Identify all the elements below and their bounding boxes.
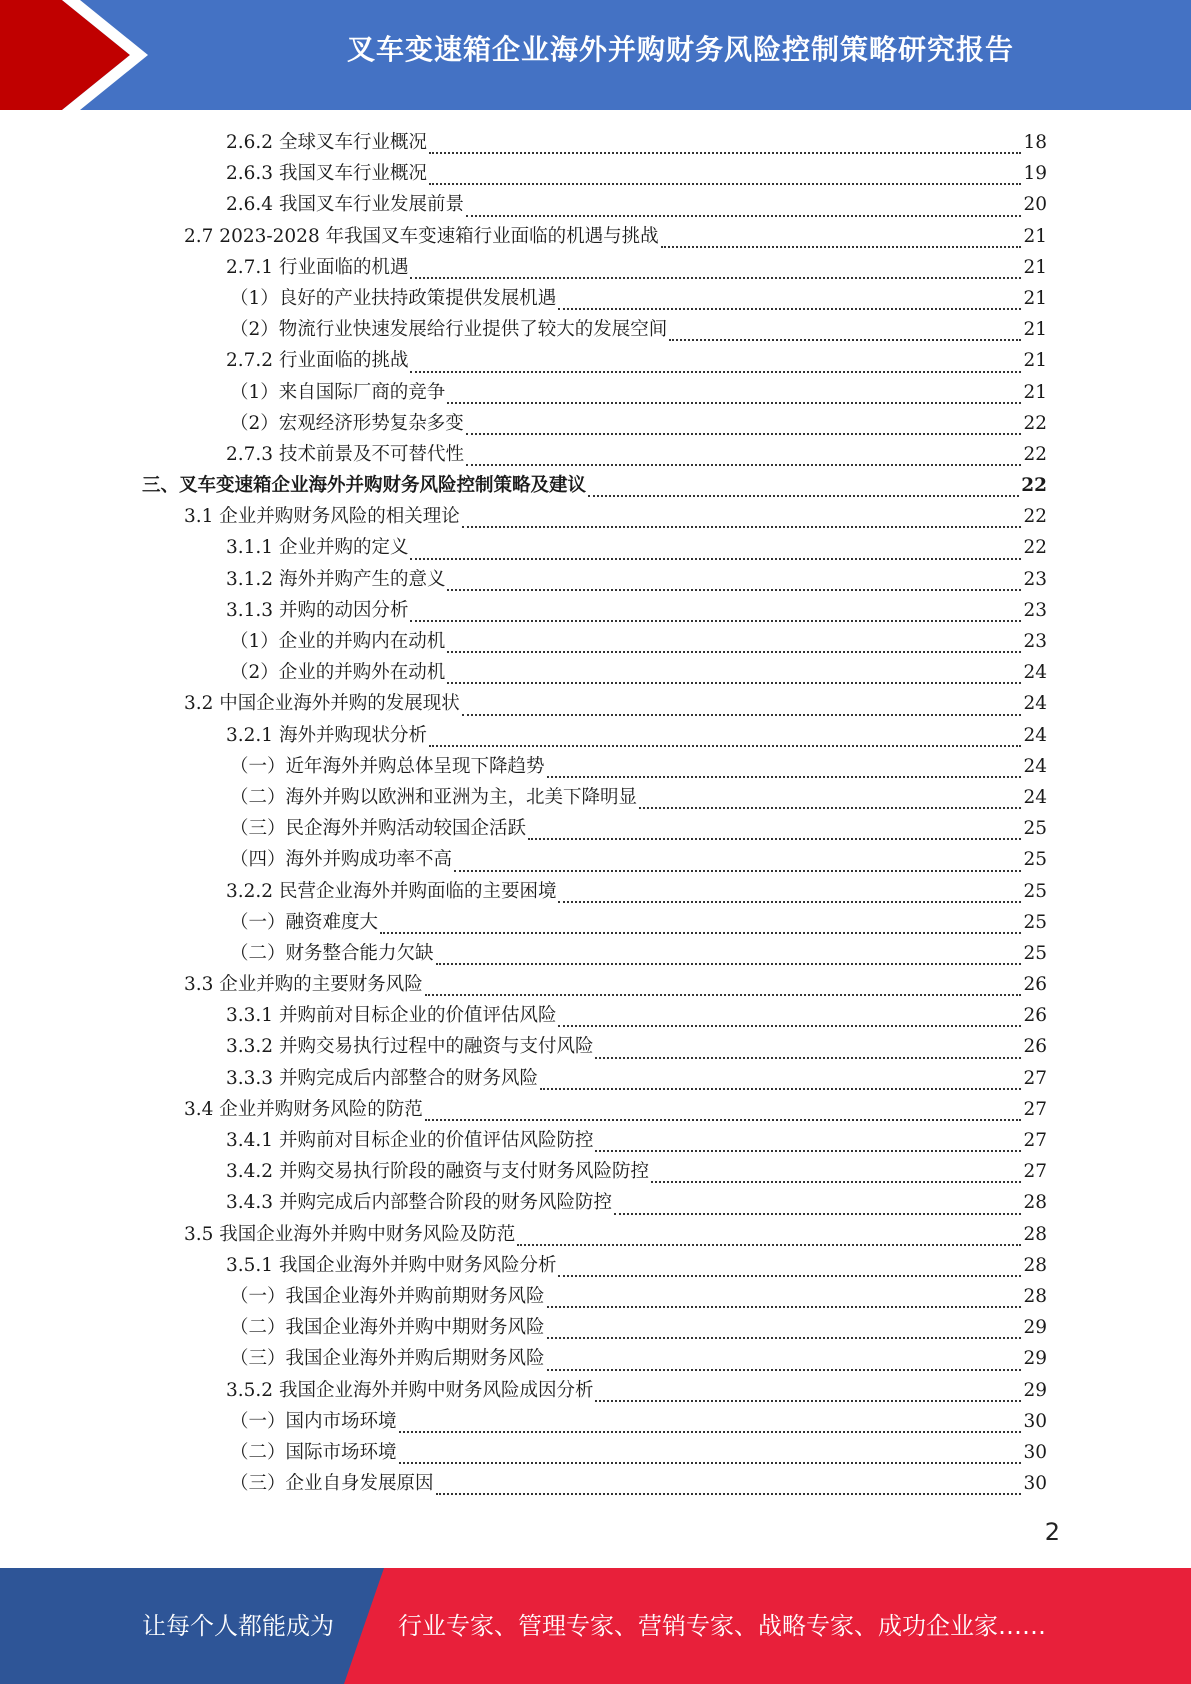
toc-leader-dots [466, 215, 1021, 217]
toc-entry-page: 22 [1023, 537, 1047, 559]
toc-entry[interactable] [0, 345, 1191, 376]
toc-leader-dots [425, 1119, 1022, 1121]
toc-leader-dots [447, 682, 1021, 684]
toc-entry-label: 2.7.1 行业面临的机遇 [226, 256, 409, 278]
toc-leader-dots [425, 994, 1022, 996]
toc-entry-page: 26 [1023, 1005, 1047, 1027]
toc-leader-dots [651, 1181, 1021, 1183]
toc-leader-dots [429, 745, 1021, 747]
toc-entry[interactable] [0, 377, 1191, 408]
toc-entry[interactable] [0, 1187, 1191, 1218]
toc-entry-label: 3.2.1 海外并购现状分析 [226, 724, 427, 746]
toc-entry-label: 2.6.3 我国叉车行业概况 [226, 163, 427, 185]
toc-entry-page: 29 [1023, 1379, 1047, 1401]
toc-leader-dots [436, 1493, 1022, 1495]
toc-entry[interactable] [0, 1219, 1191, 1250]
toc-entry-page: 19 [1023, 163, 1047, 185]
toc-entry-label: 3.3.1 并购前对目标企业的价值评估风险 [226, 1005, 557, 1027]
toc-leader-dots [447, 402, 1021, 404]
toc-entry[interactable] [0, 1281, 1191, 1312]
toc-entry-label: （三）我国企业海外并购后期财务风险 [230, 1348, 545, 1370]
toc-entry-label: （三）企业自身发展原因 [230, 1473, 434, 1495]
toc-entry-page: 30 [1023, 1473, 1047, 1495]
page-number: 2 [1044, 1518, 1060, 1546]
toc-entry[interactable] [0, 751, 1191, 782]
toc-leader-dots [410, 371, 1021, 373]
toc-leader-dots [558, 308, 1021, 310]
toc-entry-page: 23 [1023, 568, 1047, 590]
toc-entry-label: （二）财务整合能力欠缺 [230, 942, 434, 964]
toc-entry-page: 21 [1023, 381, 1047, 403]
toc-entry[interactable] [0, 221, 1191, 252]
toc-leader-dots [410, 558, 1021, 560]
toc-entry[interactable] [0, 564, 1191, 595]
table-of-contents [0, 127, 1191, 1499]
toc-entry[interactable] [0, 127, 1191, 158]
toc-entry-page: 21 [1023, 225, 1047, 247]
toc-entry[interactable] [0, 657, 1191, 688]
toc-leader-dots [547, 1369, 1022, 1371]
report-title: 叉车变速箱企业海外并购财务风险控制策略研究报告 [346, 33, 1014, 66]
toc-entry[interactable] [0, 1406, 1191, 1437]
toc-entry[interactable] [0, 501, 1191, 532]
toc-leader-dots [380, 932, 1021, 934]
toc-leader-dots [558, 1275, 1021, 1277]
toc-entry-page: 21 [1023, 319, 1047, 341]
toc-entry-page: 27 [1023, 1067, 1047, 1089]
footer-slogan-left: 让每个人都能成为 [142, 1612, 334, 1640]
toc-leader-dots [528, 838, 1021, 840]
toc-entry-page: 25 [1023, 942, 1047, 964]
toc-entry-page: 20 [1023, 194, 1047, 216]
toc-leader-dots [429, 183, 1021, 185]
toc-entry-label: 3.2.2 民营企业海外并购面临的主要困境 [226, 880, 557, 902]
toc-entry[interactable] [0, 189, 1191, 220]
toc-leader-dots [547, 1337, 1022, 1339]
toc-entry-page: 28 [1023, 1223, 1047, 1245]
toc-entry[interactable] [0, 1250, 1191, 1281]
toc-entry-label: 3.3.3 并购完成后内部整合的财务风险 [226, 1067, 538, 1089]
toc-entry-page: 27 [1023, 1098, 1047, 1120]
toc-entry[interactable] [0, 470, 1191, 501]
toc-entry-label: （2）企业的并购外在动机 [230, 662, 446, 684]
toc-entry-label: （2）物流行业快速发展给行业提供了较大的发展空间 [230, 319, 668, 341]
toc-entry-label: 3.1.3 并购的动因分析 [226, 599, 409, 621]
toc-leader-dots [429, 152, 1021, 154]
toc-entry[interactable] [0, 1468, 1191, 1499]
toc-entry-label: 3.5 我国企业海外并购中财务风险及防范 [184, 1223, 516, 1245]
toc-entry-label: （二）海外并购以欧洲和亚洲为主，北美下降明显 [230, 786, 638, 808]
toc-entry-label: （一）融资难度大 [230, 911, 379, 933]
toc-leader-dots [466, 464, 1021, 466]
toc-entry[interactable] [0, 1312, 1191, 1343]
toc-entry-page: 24 [1023, 693, 1047, 715]
toc-entry-page: 25 [1023, 849, 1047, 871]
toc-entry[interactable] [0, 314, 1191, 345]
toc-leader-dots [462, 526, 1022, 528]
toc-leader-dots [661, 246, 1022, 248]
toc-entry[interactable] [0, 876, 1191, 907]
toc-entry-label: 3.3 企业并购的主要财务风险 [184, 974, 423, 996]
toc-entry-page: 21 [1023, 256, 1047, 278]
toc-entry[interactable] [0, 969, 1191, 1000]
toc-entry-page: 22 [1021, 475, 1047, 497]
toc-entry-page: 28 [1023, 1254, 1047, 1276]
toc-entry[interactable] [0, 782, 1191, 813]
toc-entry-page: 24 [1023, 662, 1047, 684]
toc-leader-dots [410, 277, 1021, 279]
toc-entry-label: 3.5.2 我国企业海外并购中财务风险成因分析 [226, 1379, 594, 1401]
toc-entry[interactable] [0, 1343, 1191, 1374]
toc-entry-label: 三、叉车变速箱企业海外并购财务风险控制策略及建议 [142, 475, 587, 497]
toc-entry-page: 21 [1023, 287, 1047, 309]
toc-entry-label: （2）宏观经济形势复杂多变 [230, 412, 464, 434]
toc-entry[interactable] [0, 626, 1191, 657]
toc-entry-page: 24 [1023, 786, 1047, 808]
toc-entry-page: 22 [1023, 506, 1047, 528]
toc-leader-dots [410, 620, 1021, 622]
toc-entry-page: 26 [1023, 974, 1047, 996]
toc-entry-label: （1）来自国际厂商的竞争 [230, 381, 446, 403]
toc-leader-dots [558, 901, 1021, 903]
toc-entry-page: 24 [1023, 724, 1047, 746]
toc-leader-dots [588, 495, 1019, 497]
toc-entry-page: 27 [1023, 1130, 1047, 1151]
toc-entry[interactable] [0, 688, 1191, 719]
toc-entry-label: 2.7.2 行业面临的挑战 [226, 350, 409, 372]
toc-entry-label: 3.5.1 我国企业海外并购中财务风险分析 [226, 1254, 557, 1276]
toc-entry-page: 25 [1023, 818, 1047, 840]
toc-entry-label: 3.3.2 并购交易执行过程中的融资与支付风险 [226, 1036, 594, 1058]
toc-entry[interactable] [0, 532, 1191, 563]
toc-entry[interactable] [0, 844, 1191, 875]
toc-entry-page: 28 [1023, 1285, 1047, 1307]
toc-entry-label: （四）海外并购成功率不高 [230, 849, 453, 871]
toc-entry-label: 2.6.4 我国叉车行业发展前景 [226, 194, 464, 216]
toc-entry-label: （一）我国企业海外并购前期财务风险 [230, 1285, 545, 1307]
toc-leader-dots [517, 1244, 1021, 1246]
toc-leader-dots [669, 339, 1021, 341]
toc-entry-label: 3.4.3 并购完成后内部整合阶段的财务风险防控 [226, 1192, 612, 1214]
toc-entry-label: （一）国内市场环境 [230, 1410, 397, 1432]
toc-entry-page: 25 [1023, 880, 1047, 902]
toc-entry-label: （二）我国企业海外并购中期财务风险 [230, 1317, 545, 1339]
toc-leader-dots [595, 1057, 1021, 1059]
toc-entry-label: 2.7.3 技术前景及不可替代性 [226, 443, 464, 465]
toc-leader-dots [454, 870, 1021, 872]
toc-entry[interactable] [0, 938, 1191, 969]
toc-leader-dots [614, 1213, 1021, 1215]
toc-entry-page: 24 [1023, 755, 1047, 777]
toc-leader-dots [540, 1088, 1021, 1090]
toc-entry-label: 3.4.2 并购交易执行阶段的融资与支付财务风险防控 [226, 1161, 649, 1183]
toc-leader-dots [639, 807, 1021, 809]
toc-leader-dots [466, 433, 1022, 435]
toc-entry-label: （三）民企海外并购活动较国企活跃 [230, 818, 527, 840]
footer-banner [0, 1568, 1191, 1684]
toc-entry[interactable] [0, 813, 1191, 844]
toc-entry[interactable] [0, 595, 1191, 626]
toc-entry[interactable] [0, 720, 1191, 751]
toc-entry[interactable] [0, 1000, 1191, 1031]
toc-entry[interactable] [0, 907, 1191, 938]
toc-entry-page: 22 [1023, 443, 1047, 465]
toc-entry-page: 27 [1023, 1161, 1047, 1183]
toc-entry-page: 30 [1023, 1441, 1047, 1463]
toc-entry-label: 3.1.2 海外并购产生的意义 [226, 568, 446, 590]
toc-entry[interactable] [0, 1375, 1191, 1406]
toc-entry-label: 3.2 中国企业海外并购的发展现状 [184, 693, 460, 715]
toc-leader-dots [399, 1462, 1022, 1464]
toc-entry-page: 18 [1023, 132, 1047, 153]
toc-entry-page: 26 [1023, 1036, 1047, 1058]
toc-entry-page: 25 [1023, 911, 1047, 933]
footer-slogan-right: 行业专家、管理专家、营销专家、战略专家、成功企业家…… [398, 1612, 1046, 1640]
toc-leader-dots [447, 589, 1021, 591]
toc-entry[interactable] [0, 283, 1191, 314]
toc-leader-dots [595, 1150, 1021, 1152]
toc-entry[interactable] [0, 1063, 1191, 1094]
toc-entry-page: 30 [1023, 1410, 1047, 1432]
toc-entry-page: 23 [1023, 631, 1047, 652]
toc-entry-label: 3.4 企业并购财务风险的防范 [184, 1098, 423, 1120]
toc-leader-dots [547, 776, 1022, 778]
toc-entry-label: （一）近年海外并购总体呈现下降趋势 [230, 755, 545, 777]
toc-entry[interactable] [0, 158, 1191, 189]
toc-entry-label: 3.1 企业并购财务风险的相关理论 [184, 506, 460, 528]
toc-entry-label: （二）国际市场环境 [230, 1441, 397, 1463]
toc-leader-dots [462, 714, 1022, 716]
toc-entry-label: 2.7 2023-2028 年我国叉车变速箱行业面临的机遇与挑战 [184, 225, 659, 247]
toc-entry-page: 22 [1023, 412, 1047, 434]
toc-leader-dots [558, 1025, 1021, 1027]
toc-entry-label: 2.6.2 全球叉车行业概况 [226, 132, 427, 153]
toc-entry-page: 29 [1023, 1348, 1047, 1370]
toc-leader-dots [595, 1400, 1021, 1402]
toc-entry[interactable] [0, 1125, 1191, 1156]
toc-entry-page: 21 [1023, 350, 1047, 372]
toc-leader-dots [547, 1306, 1022, 1308]
toc-entry-label: 3.1.1 企业并购的定义 [226, 537, 409, 559]
toc-entry-page: 28 [1023, 1192, 1047, 1214]
toc-entry-label: （1）企业的并购内在动机 [230, 631, 446, 652]
toc-entry-label: （1）良好的产业扶持政策提供发展机遇 [230, 287, 557, 309]
toc-leader-dots [399, 1431, 1022, 1433]
toc-leader-dots [436, 963, 1022, 965]
toc-entry[interactable] [0, 1031, 1191, 1062]
toc-entry[interactable] [0, 1094, 1191, 1125]
header-banner [0, 0, 1191, 110]
toc-entry[interactable] [0, 439, 1191, 470]
toc-entry[interactable] [0, 1437, 1191, 1468]
toc-entry-page: 29 [1023, 1317, 1047, 1339]
toc-entry-label: 3.4.1 并购前对目标企业的价值评估风险防控 [226, 1130, 594, 1151]
toc-entry[interactable] [0, 1156, 1191, 1187]
toc-entry-page: 23 [1023, 599, 1047, 621]
toc-entry[interactable] [0, 252, 1191, 283]
toc-leader-dots [447, 651, 1021, 653]
toc-entry[interactable] [0, 408, 1191, 439]
